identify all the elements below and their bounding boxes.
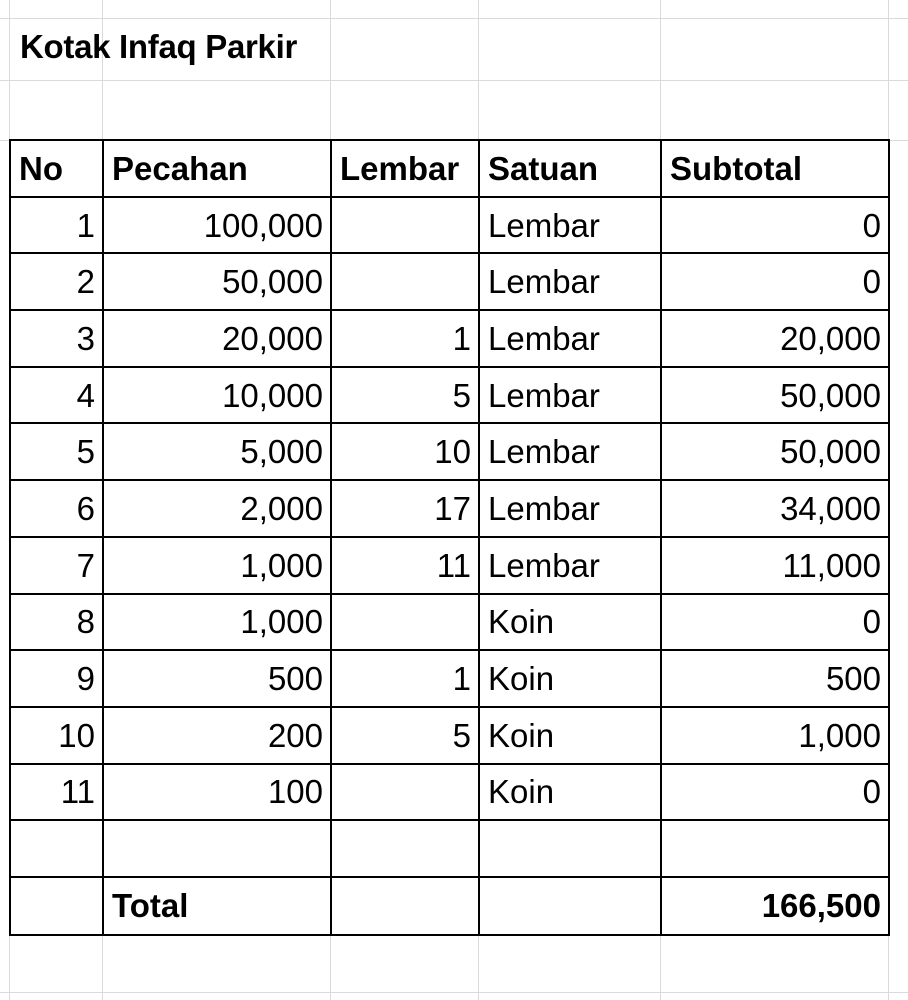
cell-lembar[interactable] (331, 253, 479, 310)
header-no[interactable]: No (10, 140, 103, 197)
cell-lembar[interactable]: 1 (331, 310, 479, 367)
empty-row (10, 820, 889, 877)
cell-subtotal[interactable]: 50,000 (661, 423, 889, 480)
cell-empty[interactable] (10, 877, 103, 935)
cell-pecahan[interactable]: 1,000 (103, 537, 331, 594)
table-row (10, 764, 889, 821)
cell-subtotal[interactable]: 500 (661, 650, 889, 707)
total-label[interactable]: Total (103, 877, 331, 935)
gridline (0, 992, 908, 993)
cell-pecahan[interactable]: 1,000 (103, 594, 331, 651)
cell-subtotal[interactable]: 0 (661, 594, 889, 651)
cell-satuan[interactable]: Lembar (479, 253, 661, 310)
table-row (10, 707, 889, 764)
cell-pecahan[interactable]: 50,000 (103, 253, 331, 310)
cell-lembar[interactable]: 10 (331, 423, 479, 480)
header-pecahan[interactable]: Pecahan (103, 140, 331, 197)
cell-no[interactable]: 6 (10, 480, 103, 537)
total-row (10, 877, 889, 935)
cell-no[interactable]: 9 (10, 650, 103, 707)
cell-lembar[interactable] (331, 197, 479, 254)
cell-subtotal[interactable]: 50,000 (661, 367, 889, 424)
cell-satuan[interactable]: Koin (479, 764, 661, 821)
cell-no[interactable]: 8 (10, 594, 103, 651)
cell-satuan[interactable]: Koin (479, 707, 661, 764)
cell-satuan[interactable]: Koin (479, 594, 661, 651)
cell-empty[interactable] (10, 820, 103, 877)
gridline (0, 18, 908, 19)
cell-no[interactable]: 7 (10, 537, 103, 594)
cell-no[interactable]: 11 (10, 764, 103, 821)
total-value[interactable]: 166,500 (661, 877, 889, 935)
table-row (10, 367, 889, 424)
cell-no[interactable]: 5 (10, 423, 103, 480)
table-row (10, 537, 889, 594)
cell-pecahan[interactable]: 500 (103, 650, 331, 707)
table-row (10, 423, 889, 480)
cell-empty[interactable] (331, 820, 479, 877)
cell-lembar[interactable]: 5 (331, 367, 479, 424)
cell-no[interactable]: 1 (10, 197, 103, 254)
cell-pecahan[interactable]: 10,000 (103, 367, 331, 424)
gridline (0, 80, 908, 81)
cell-empty[interactable] (103, 820, 331, 877)
cell-lembar[interactable] (331, 594, 479, 651)
cell-lembar[interactable]: 5 (331, 707, 479, 764)
cell-satuan[interactable]: Lembar (479, 197, 661, 254)
cell-pecahan[interactable]: 100 (103, 764, 331, 821)
cell-subtotal[interactable]: 0 (661, 253, 889, 310)
table-row (10, 310, 889, 367)
header-subtotal[interactable]: Subtotal (661, 140, 889, 197)
infaq-table (9, 139, 890, 936)
cell-satuan[interactable]: Lembar (479, 480, 661, 537)
cell-empty[interactable] (661, 820, 889, 877)
cell-lembar[interactable] (331, 764, 479, 821)
cell-subtotal[interactable]: 20,000 (661, 310, 889, 367)
cell-satuan[interactable]: Lembar (479, 423, 661, 480)
table-row (10, 480, 889, 537)
cell-lembar[interactable]: 1 (331, 650, 479, 707)
cell-empty[interactable] (331, 877, 479, 935)
cell-no[interactable]: 3 (10, 310, 103, 367)
table-row (10, 253, 889, 310)
cell-lembar[interactable]: 11 (331, 537, 479, 594)
cell-satuan[interactable]: Lembar (479, 310, 661, 367)
cell-pecahan[interactable]: 100,000 (103, 197, 331, 254)
header-satuan[interactable]: Satuan (479, 140, 661, 197)
sheet-title[interactable]: Kotak Infaq Parkir (20, 28, 298, 65)
table-row (10, 197, 889, 254)
header-row (10, 140, 889, 197)
cell-pecahan[interactable]: 2,000 (103, 480, 331, 537)
cell-pecahan[interactable]: 20,000 (103, 310, 331, 367)
table-row (10, 650, 889, 707)
table-row (10, 594, 889, 651)
cell-pecahan[interactable]: 5,000 (103, 423, 331, 480)
cell-subtotal[interactable]: 34,000 (661, 480, 889, 537)
header-lembar[interactable]: Lembar (331, 140, 479, 197)
cell-satuan[interactable]: Lembar (479, 537, 661, 594)
cell-subtotal[interactable]: 0 (661, 764, 889, 821)
cell-no[interactable]: 10 (10, 707, 103, 764)
cell-empty[interactable] (479, 877, 661, 935)
cell-subtotal[interactable]: 1,000 (661, 707, 889, 764)
cell-satuan[interactable]: Koin (479, 650, 661, 707)
cell-lembar[interactable]: 17 (331, 480, 479, 537)
cell-satuan[interactable]: Lembar (479, 367, 661, 424)
cell-empty[interactable] (479, 820, 661, 877)
cell-pecahan[interactable]: 200 (103, 707, 331, 764)
cell-subtotal[interactable]: 11,000 (661, 537, 889, 594)
cell-subtotal[interactable]: 0 (661, 197, 889, 254)
cell-no[interactable]: 4 (10, 367, 103, 424)
cell-no[interactable]: 2 (10, 253, 103, 310)
